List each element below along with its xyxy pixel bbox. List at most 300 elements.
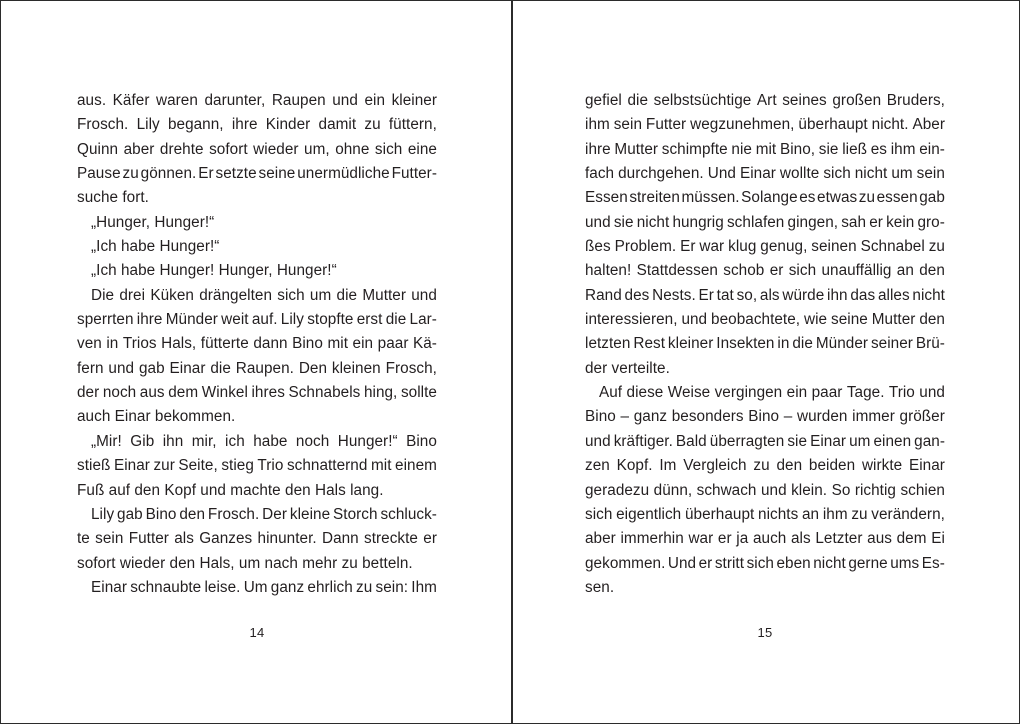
word: Schnabels	[288, 384, 361, 402]
word: sich	[788, 262, 817, 280]
word: Winkel	[201, 384, 248, 402]
word: als	[759, 286, 780, 304]
word: überhaupt	[684, 505, 755, 523]
word: ihm	[585, 116, 610, 134]
word: fern	[77, 359, 104, 377]
word: hing,	[363, 384, 398, 402]
word: darunter,	[204, 92, 266, 109]
word: sah	[841, 213, 867, 231]
word: er	[769, 262, 784, 280]
word: erst	[356, 311, 383, 329]
word: schimpfte	[661, 140, 728, 158]
word: unermüdliche	[297, 165, 390, 183]
word: Trio	[888, 384, 915, 402]
word: ihre	[231, 116, 258, 134]
word: zu	[753, 457, 770, 475]
word: Art	[756, 92, 777, 109]
word: die	[385, 311, 407, 329]
word: gingen,	[787, 213, 839, 231]
word: nicht	[813, 554, 846, 572]
text-line	[585, 527, 945, 551]
word: zu	[851, 505, 868, 523]
word: sperrten	[77, 311, 134, 329]
word: richtig	[854, 481, 896, 499]
word: Bruders,	[886, 92, 945, 109]
word: des	[624, 286, 650, 304]
word: und	[919, 384, 945, 402]
text-line	[585, 113, 945, 137]
word: eigentlich	[616, 505, 682, 523]
word: Frosch.	[77, 116, 129, 134]
word: ihn	[827, 286, 848, 304]
text-line	[77, 332, 437, 356]
word: zu	[858, 189, 876, 207]
text-line	[585, 552, 945, 576]
word: klein.	[791, 481, 828, 499]
word: tat	[716, 286, 734, 304]
word: Bino	[145, 505, 177, 523]
word: kräftiger.	[613, 432, 673, 450]
word: Trios	[122, 335, 157, 353]
page-right	[513, 1, 1020, 724]
word: Hals,	[161, 335, 197, 353]
word: Kä-	[413, 335, 437, 353]
word: Er	[680, 238, 696, 256]
word: zu	[356, 578, 373, 596]
page-right-textblock	[585, 89, 945, 600]
word: zu	[928, 238, 945, 256]
word: Quinn	[77, 140, 119, 158]
word: schien	[900, 481, 945, 499]
word: schnatternd	[286, 457, 368, 475]
text-line	[585, 259, 945, 283]
word: Mutter	[614, 140, 659, 158]
word: schluck-	[380, 505, 437, 523]
word: gab	[138, 359, 165, 377]
word: Gib	[130, 432, 155, 450]
word: gan-	[914, 432, 945, 450]
word: seines	[782, 92, 827, 109]
text-line	[585, 381, 945, 405]
text-line	[585, 332, 945, 356]
word: nicht	[912, 286, 945, 304]
word: Käfer	[112, 92, 150, 109]
word: Nests.	[652, 286, 696, 304]
word: essen	[876, 189, 918, 207]
word: Schnabel	[860, 238, 925, 256]
word: Bald	[675, 432, 707, 450]
word: ihm	[890, 140, 916, 158]
word: wurden	[796, 408, 848, 426]
word: ihn	[162, 432, 184, 450]
word: dann	[253, 335, 288, 353]
word: Raupen.	[235, 359, 294, 377]
word: auf.	[251, 311, 278, 329]
word: die	[336, 286, 358, 304]
word: „Mir!	[91, 432, 122, 450]
word: sein	[613, 116, 642, 134]
text-line	[585, 235, 945, 259]
word: Einar	[908, 457, 945, 475]
text-line	[77, 162, 437, 186]
word: überhaupt	[798, 116, 868, 134]
word: geradezu	[585, 481, 650, 499]
word: –	[620, 408, 630, 426]
word: Er	[198, 165, 214, 183]
word: wirkte	[861, 457, 903, 475]
word: und	[332, 92, 358, 109]
word: und	[108, 359, 135, 377]
word: genug,	[760, 238, 808, 256]
word: Storch	[333, 505, 378, 523]
word: Kinder	[265, 116, 311, 134]
word: alles	[877, 286, 910, 304]
word: ganz	[270, 578, 305, 596]
word: Lily	[136, 116, 160, 134]
word: dem	[168, 384, 199, 402]
word: ein	[352, 335, 374, 353]
word: sich	[277, 286, 305, 304]
text-line: sofort wieder den Hals, um nach mehr zu betteln.	[77, 554, 413, 572]
word: die	[210, 359, 231, 377]
text-line	[585, 89, 945, 113]
word: besonders	[671, 408, 744, 426]
word: drängelten	[199, 286, 272, 304]
text-line	[585, 503, 945, 527]
word: sollte	[400, 384, 437, 402]
word: er	[717, 530, 732, 548]
word: es	[870, 140, 888, 158]
word: der	[77, 384, 100, 402]
word: gönnen.	[140, 165, 197, 183]
word: stritt	[714, 554, 745, 572]
word: durchgehen.	[618, 165, 704, 183]
word: mit	[755, 140, 777, 158]
word: sein	[95, 530, 124, 548]
word: sie	[818, 140, 839, 158]
word: setzte	[215, 165, 257, 183]
word: Raupen	[271, 92, 326, 109]
word: immerhin	[620, 530, 684, 548]
word: größer	[899, 408, 945, 426]
word: gekommen.	[585, 554, 666, 572]
word: diese	[626, 384, 664, 402]
word: gerne	[848, 554, 888, 572]
word: Rest	[633, 335, 665, 353]
word: sofort	[209, 140, 248, 158]
word: um	[309, 286, 332, 304]
word: kleine	[289, 505, 331, 523]
word: und	[681, 311, 708, 329]
page-left	[1, 1, 511, 724]
word: Ei	[931, 530, 945, 548]
word: ihm	[822, 505, 848, 523]
text-line	[77, 527, 437, 551]
word: er	[698, 554, 713, 572]
word: sein	[916, 165, 945, 183]
word: te	[77, 530, 90, 548]
word: schob	[723, 262, 765, 280]
text-line: suche fort.	[77, 189, 149, 207]
text-line: der verteilte.	[585, 359, 670, 377]
word: sein:	[375, 578, 409, 596]
word: sie	[787, 432, 808, 450]
word: fütterte	[200, 335, 249, 353]
word: waren	[156, 92, 198, 109]
word: und	[760, 481, 787, 499]
word: aus	[867, 530, 892, 548]
word: nichts	[758, 505, 799, 523]
word: den	[776, 457, 803, 475]
word: Auf	[599, 384, 623, 402]
word: Es-	[921, 554, 945, 572]
text-line	[585, 479, 945, 503]
word: Bino	[748, 408, 780, 426]
word: So	[831, 481, 851, 499]
word: vergingen	[714, 384, 783, 402]
word: Letzter	[815, 530, 863, 548]
word: sich	[823, 165, 851, 183]
word: ja	[736, 530, 749, 548]
word: habe	[253, 432, 288, 450]
word: er	[423, 530, 437, 548]
word: weit	[221, 311, 249, 329]
word: ich	[225, 432, 245, 450]
word: sich	[585, 505, 613, 523]
word: Lily	[280, 311, 304, 329]
word: fach	[585, 165, 615, 183]
text-line	[77, 381, 437, 405]
word: schwach	[696, 481, 757, 499]
word: um,	[304, 140, 330, 158]
word: Seite,	[178, 457, 218, 475]
word: Weise	[667, 384, 711, 402]
word: ihre	[585, 140, 611, 158]
page-left-folio: 14	[249, 625, 265, 640]
word: seinen	[811, 238, 857, 256]
text-line	[77, 503, 437, 527]
text-line	[585, 162, 945, 186]
word: Hunger!“	[337, 432, 398, 450]
text-line	[77, 454, 437, 478]
word: ven	[77, 335, 102, 353]
word: kleiner	[667, 335, 714, 353]
page-left-textblock	[77, 89, 437, 600]
word: aber	[123, 140, 155, 158]
word: ganz	[633, 408, 668, 426]
text-line: „Hunger, Hunger!“	[91, 213, 215, 231]
word: mit	[370, 457, 392, 475]
word: zur	[153, 457, 175, 475]
word: Problem.	[614, 238, 677, 256]
word: Vergleich	[683, 457, 747, 475]
word: streiten	[629, 189, 680, 207]
word: klug	[728, 238, 757, 256]
word: es	[799, 189, 816, 207]
word: Und	[707, 165, 736, 183]
word: streckte	[364, 530, 418, 548]
word: Bino	[406, 432, 437, 450]
word: zen	[585, 457, 610, 475]
word: Bino,	[779, 140, 816, 158]
word: ihre	[136, 311, 163, 329]
word: sie	[613, 213, 634, 231]
text-line: sen.	[585, 578, 615, 596]
word: dem	[896, 530, 927, 548]
text-line	[585, 138, 945, 162]
word: sich	[374, 140, 403, 158]
word: beiden	[808, 457, 856, 475]
word: Futter	[645, 116, 687, 134]
word: kleinen	[331, 359, 381, 377]
word: ums	[890, 554, 920, 572]
word: ein	[364, 92, 386, 109]
word: Trio	[257, 457, 284, 475]
word: stieß	[77, 457, 111, 475]
word: mit	[327, 335, 348, 353]
word: müssen.	[681, 189, 740, 207]
word: und	[585, 432, 611, 450]
word: gab	[919, 189, 945, 207]
text-line	[585, 308, 945, 332]
word: wie	[804, 311, 828, 329]
word: einem	[395, 457, 437, 475]
text-line	[585, 454, 945, 478]
word: Um	[243, 578, 268, 596]
word: verändern,	[871, 505, 945, 523]
word: Im	[659, 457, 677, 475]
word: Mutter	[362, 286, 406, 304]
word: Essen	[585, 189, 628, 207]
text-line: „Ich habe Hunger!“	[91, 238, 220, 256]
text-line	[585, 405, 945, 429]
word: Futter-	[391, 165, 437, 183]
word: um	[891, 165, 913, 183]
word: paar	[377, 335, 409, 353]
word: drehte	[159, 140, 204, 158]
word: Münder	[165, 311, 218, 329]
text-line	[77, 357, 437, 381]
word: ließ	[842, 140, 868, 158]
word: seine	[831, 311, 868, 329]
word: den	[919, 262, 945, 280]
word: Einar	[810, 432, 847, 450]
text-line	[77, 430, 437, 454]
word: seiner	[870, 335, 913, 353]
word: war	[699, 238, 725, 256]
text-line: auch Einar bekommen.	[77, 408, 236, 426]
word: sich	[746, 554, 774, 572]
word: schnaubte	[130, 578, 202, 596]
word: aus	[139, 384, 165, 402]
word: unauffällig	[821, 262, 892, 280]
word: die	[792, 335, 813, 353]
word: eben	[776, 554, 811, 572]
word: an	[896, 262, 914, 280]
word: Den	[298, 359, 328, 377]
word: Einar	[113, 457, 150, 475]
word: wieder	[253, 140, 299, 158]
word: nicht	[636, 213, 670, 231]
word: kein	[886, 213, 915, 231]
word: um	[849, 432, 871, 450]
word: er	[869, 213, 883, 231]
word: so,	[736, 286, 758, 304]
word: Aber	[912, 116, 945, 134]
word: interessieren,	[585, 311, 678, 329]
word: ohne	[335, 140, 370, 158]
word: eine	[407, 140, 437, 158]
word: Bino	[585, 408, 616, 426]
word: kleiner	[391, 92, 437, 109]
word: selbstsüchtige	[653, 92, 752, 109]
word: mir,	[191, 432, 217, 450]
word: Münder	[815, 335, 869, 353]
text-line	[77, 89, 437, 113]
word: Futter	[128, 530, 169, 548]
word: wegzunehmen,	[690, 116, 795, 134]
word: als	[174, 530, 194, 548]
word: hinunter.	[257, 530, 317, 548]
word: Küken	[150, 286, 194, 304]
word: und	[411, 286, 437, 304]
word: Bino	[292, 335, 323, 353]
word: seine	[258, 165, 296, 183]
word: in	[106, 335, 119, 353]
word: zu	[364, 116, 381, 134]
word: Frosch,	[385, 359, 437, 377]
text-line	[585, 430, 945, 454]
word: Ihm	[411, 578, 437, 596]
word: Insekten	[716, 335, 775, 353]
word: die	[627, 92, 649, 109]
word: stieg	[221, 457, 254, 475]
text-line: „Ich habe Hunger! Hunger, Hunger!“	[91, 262, 337, 280]
word: Einar	[739, 165, 776, 183]
word: nie	[731, 140, 752, 158]
text-line: Fuß auf den Kopf und machte den Hals lang.	[77, 481, 384, 499]
word: drei	[119, 286, 146, 304]
text-line	[585, 211, 945, 235]
word: etwas	[817, 189, 858, 207]
text-line	[77, 284, 437, 308]
text-line	[77, 308, 437, 332]
word: würde	[782, 286, 825, 304]
word: ein	[786, 384, 808, 402]
text-line	[77, 138, 437, 162]
text-line	[585, 186, 945, 210]
word: dünn,	[653, 481, 693, 499]
word: Solange	[741, 189, 798, 207]
word: großen	[832, 92, 882, 109]
word: Tage.	[846, 384, 885, 402]
word: in	[777, 335, 790, 353]
word: den	[919, 311, 945, 329]
word: noch	[295, 432, 330, 450]
word: ßes	[585, 238, 611, 256]
word: Und	[667, 554, 697, 572]
word: begann,	[167, 116, 224, 134]
word: halten!	[585, 262, 632, 280]
word: als	[790, 530, 811, 548]
word: Kopf.	[616, 457, 653, 475]
word: den	[179, 505, 206, 523]
word: letzten	[585, 335, 631, 353]
word: stopfte	[307, 311, 354, 329]
word: das	[850, 286, 876, 304]
word: schlafen	[726, 213, 785, 231]
word: gro-	[917, 213, 945, 231]
